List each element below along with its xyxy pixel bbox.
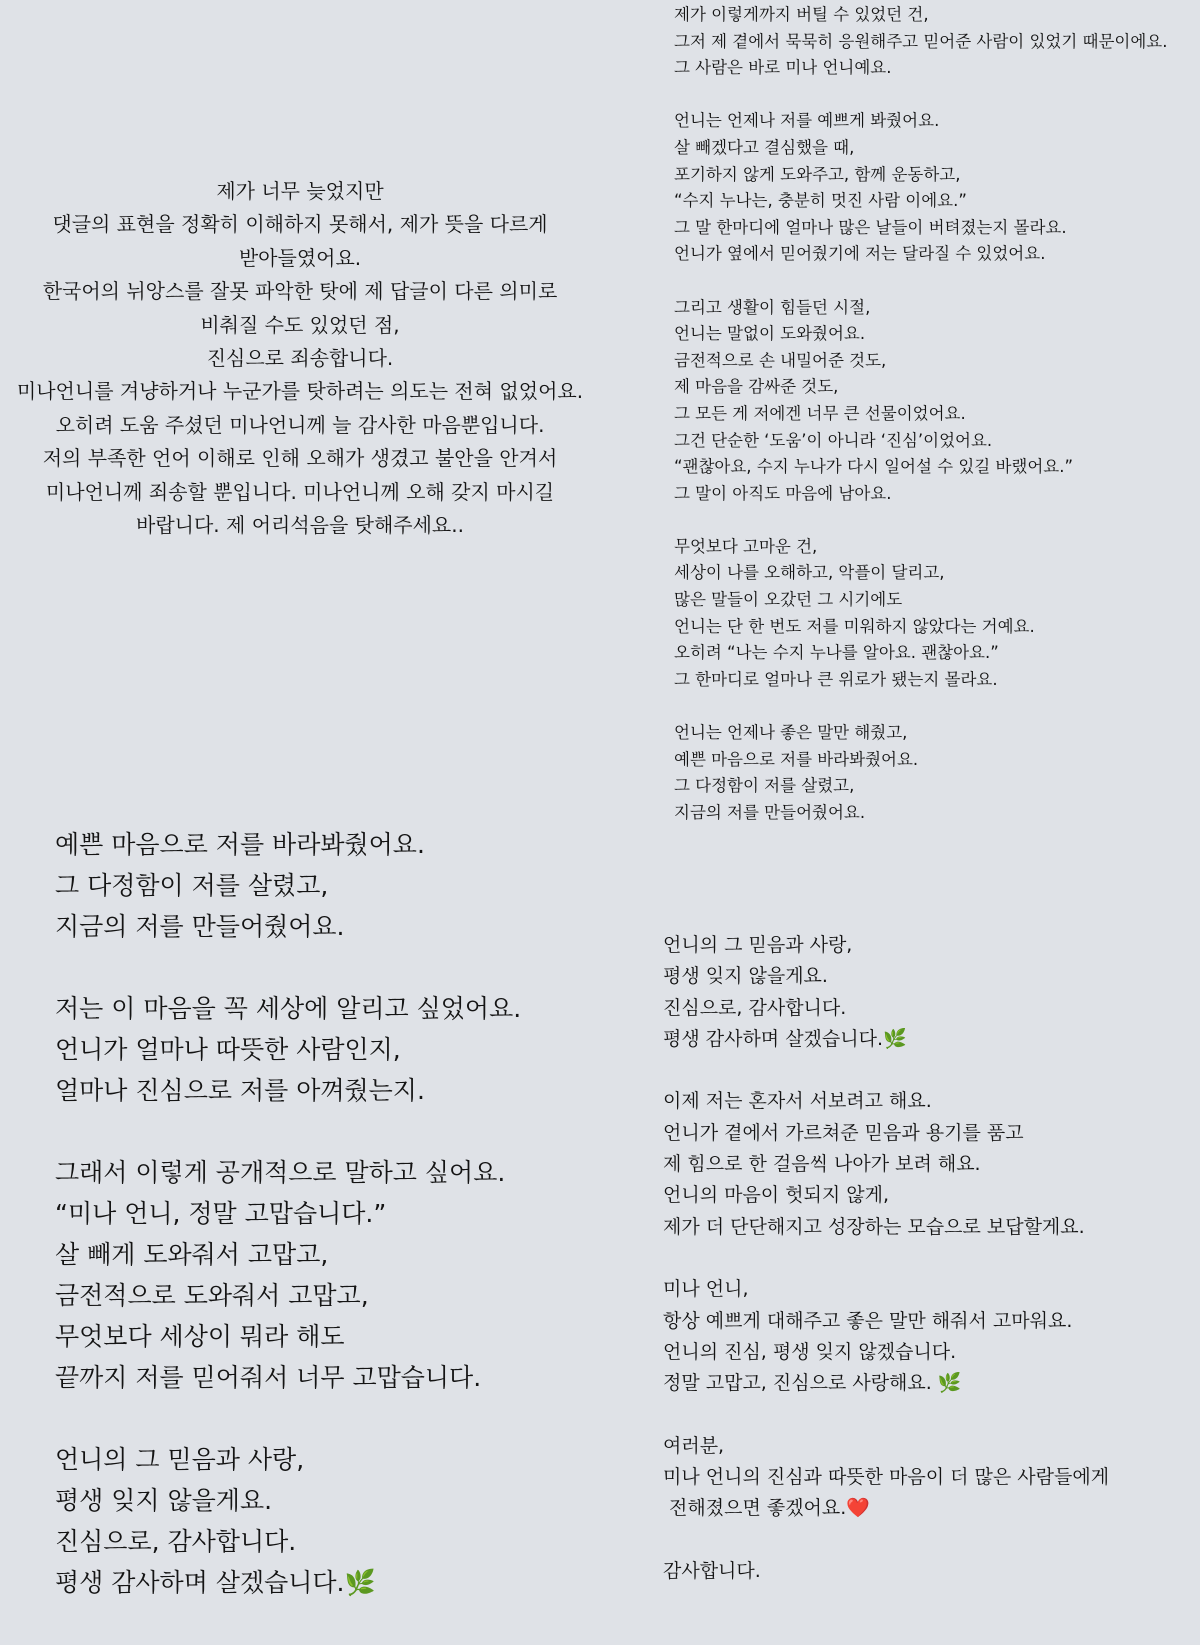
text-line: 예쁜 마음으로 저를 바라봐줬어요.: [674, 749, 919, 769]
text-line: “수지 누나는, 충분히 멋진 사람 이에요.”: [674, 191, 967, 211]
text-line: 진심으로, 감사합니다.: [663, 996, 847, 1019]
text-line: 언니는 언제나 저를 예쁘게 봐줬어요.: [674, 111, 940, 131]
paragraph-gap: [55, 1111, 521, 1152]
text-line: 오히려 “나는 수지 누나를 알아요. 괜찮아요.”: [674, 643, 999, 663]
letter-part-2-panel: [0, 810, 600, 1645]
text-line: 그건 단순한 ‘도움’이 아니라 ‘진심’이었어요.: [674, 430, 993, 450]
text-line: 바랍니다. 제 어리석음을 탓해주세요..: [136, 513, 464, 538]
text-line: 무엇보다 고마운 건,: [674, 536, 818, 556]
text-line: 언니가 옆에서 믿어줬기에 저는 달라질 수 있었어요.: [674, 244, 1046, 264]
text-line: 그 말이 아직도 마음에 남아요.: [674, 483, 892, 503]
text-line: 얼마나 진심으로 저를 아껴줬는지.: [55, 1076, 425, 1105]
text-line: 미나언니께 죄송할 뿐입니다. 미나언니께 오해 갖지 마시길: [45, 479, 555, 504]
text-line: 평생 감사하며 살겠습니다.🌿: [663, 1027, 907, 1050]
text-line: “괜찮아요, 수지 누나가 다시 일어설 수 있길 바랬어요.”: [674, 457, 1074, 477]
text-line: “미나 언니, 정말 고맙습니다.”: [55, 1199, 387, 1228]
letter-part-1-panel: [600, 0, 1200, 830]
paragraph-gap: [663, 1055, 1109, 1086]
letter-closing-panel: [600, 830, 1200, 1645]
text-line: 여러분,: [663, 1434, 725, 1457]
text-line: 예쁜 마음으로 저를 바라봐줬어요.: [55, 830, 425, 859]
text-line: 그 모든 게 저에겐 너무 큰 선물이었어요.: [674, 403, 966, 423]
text-line: 세상이 나를 오해하고, 악플이 달리고,: [674, 563, 945, 583]
paragraph-gap: [55, 1398, 521, 1439]
text-line: 그 말 한마디에 얼마나 많은 날들이 버텨졌는지 몰라요.: [674, 217, 1067, 237]
text-line: 포기하지 않게 도와주고, 함께 운동하고,: [674, 164, 961, 184]
text-line: 제가 너무 늦었지만: [216, 179, 384, 203]
text-line: 그 한마디로 얼마나 큰 위로가 됐는지 몰라요.: [674, 669, 998, 689]
text-line: 한국어의 뉘앙스를 잘못 파악한 탓에 제 답글이 다른 의미로: [42, 279, 558, 304]
text-line: 제 마음을 감싸준 것도,: [674, 377, 839, 397]
text-line: 언니의 진심, 평생 잊지 않겠습니다.: [663, 1340, 957, 1363]
text-line: 제 힘으로 한 걸음씩 나아가 보려 해요.: [663, 1153, 981, 1176]
letter-closing-text: [663, 930, 1109, 1587]
apology-text: [0, 175, 600, 542]
paragraph-gap: [674, 268, 1168, 295]
text-line: 언니가 곁에서 가르쳐준 믿음과 용기를 품고: [663, 1121, 1024, 1144]
paragraph-gap: [663, 1243, 1109, 1274]
text-line: 살 빼게 도와줘서 고맙고,: [55, 1240, 329, 1269]
text-line: 언니의 그 믿음과 사랑,: [55, 1445, 305, 1474]
text-line: 평생 감사하며 살겠습니다.🌿: [55, 1568, 376, 1597]
paragraph-gap: [663, 1525, 1109, 1556]
paragraph-gap: [55, 947, 521, 988]
paragraph-gap: [663, 1399, 1109, 1430]
text-line: 저는 이 마음을 꼭 세상에 알리고 싶었어요.: [55, 994, 522, 1023]
apology-panel: [0, 0, 600, 810]
text-line: 언니는 언제나 좋은 말만 해줬고,: [674, 723, 908, 743]
text-line: 이제 저는 혼자서 서보려고 해요.: [663, 1090, 932, 1113]
text-line: 진심으로 죄송합니다.: [206, 346, 394, 371]
text-line: 언니의 마음이 헛되지 않게,: [663, 1184, 890, 1207]
cropped-line-remnant: [55, 810, 415, 817]
text-line: 오히려 도움 주셨던 미나언니께 늘 감사한 마음뿐입니다.: [55, 412, 545, 437]
text-line: 비춰질 수도 있었던 점,: [200, 312, 400, 337]
text-line: 지금의 저를 만들어줬어요.: [674, 802, 866, 822]
paragraph-gap: [674, 693, 1168, 720]
text-line: 그 다정함이 저를 살렸고,: [55, 871, 329, 900]
text-line: 받아들였어요.: [238, 245, 362, 270]
letter-part-1-text: [674, 2, 1168, 826]
text-line: 정말 고맙고, 진심으로 사랑해요. 🌿: [663, 1372, 962, 1395]
text-line: 그 사람은 바로 미나 언니예요.: [674, 58, 892, 78]
text-line: 지금의 저를 만들어줬어요.: [55, 912, 345, 941]
text-line: 저의 부족한 언어 이해로 인해 오해가 생겼고 불안을 안겨서: [42, 446, 558, 471]
text-line: 감사합니다.: [663, 1559, 761, 1582]
text-line: 그저 제 곁에서 묵묵히 응원해주고 믿어준 사람이 있었기 때문이에요.: [674, 31, 1168, 51]
text-line: 금전적으로 손 내밀어준 것도,: [674, 350, 887, 370]
text-line: 제가 더 단단해지고 성장하는 모습으로 보답할게요.: [663, 1215, 1085, 1238]
text-line: 무엇보다 세상이 뭐라 해도: [55, 1322, 345, 1351]
text-line: 언니는 단 한 번도 저를 미워하지 않았다는 거예요.: [674, 616, 1035, 636]
text-line: 미나 언니의 진심과 따뜻한 마음이 더 많은 사람들에게: [663, 1466, 1110, 1489]
text-line: 미나언니를 겨냥하거나 누군가를 탓하려는 의도는 전혀 없었어요.: [16, 379, 584, 404]
text-line: 살 빼겠다고 결심했을 때,: [674, 137, 855, 157]
text-line: 많은 말들이 오갔던 그 시기에도: [674, 590, 903, 610]
text-line: 평생 잊지 않을게요.: [663, 965, 828, 988]
paragraph-gap: [674, 82, 1168, 109]
text-line: 끝까지 저를 믿어줘서 너무 고맙습니다.: [55, 1363, 482, 1392]
text-line: 댓글의 표현을 정확히 이해하지 못해서, 제가 뜻을 다르게: [52, 212, 548, 237]
text-line: 언니의 그 믿음과 사랑,: [663, 934, 853, 956]
text-line: 전해졌으면 좋겠어요.❤️: [663, 1497, 870, 1520]
text-line: 미나 언니,: [663, 1278, 749, 1301]
text-line: 그래서 이렇게 공개적으로 말하고 싶어요.: [55, 1158, 506, 1187]
text-line: 그 다정함이 저를 살렸고,: [674, 776, 855, 796]
text-line: 제가 이렇게까지 버틸 수 있었던 건,: [674, 5, 929, 24]
text-line: 언니가 얼마나 따뜻한 사람인지,: [55, 1035, 401, 1064]
text-line: 진심으로, 감사합니다.: [55, 1527, 297, 1556]
text-line: 금전적으로 도와줘서 고맙고,: [55, 1281, 369, 1310]
text-line: 언니는 말없이 도와줬어요.: [674, 324, 866, 344]
paragraph-gap: [674, 507, 1168, 534]
text-line: 평생 잊지 않을게요.: [55, 1486, 273, 1515]
text-line: 그리고 생활이 힘들던 시절,: [674, 297, 871, 317]
text-line: 항상 예쁘게 대해주고 좋은 말만 해줘서 고마워요.: [663, 1309, 1073, 1332]
letter-part-2-text: [55, 824, 521, 1603]
